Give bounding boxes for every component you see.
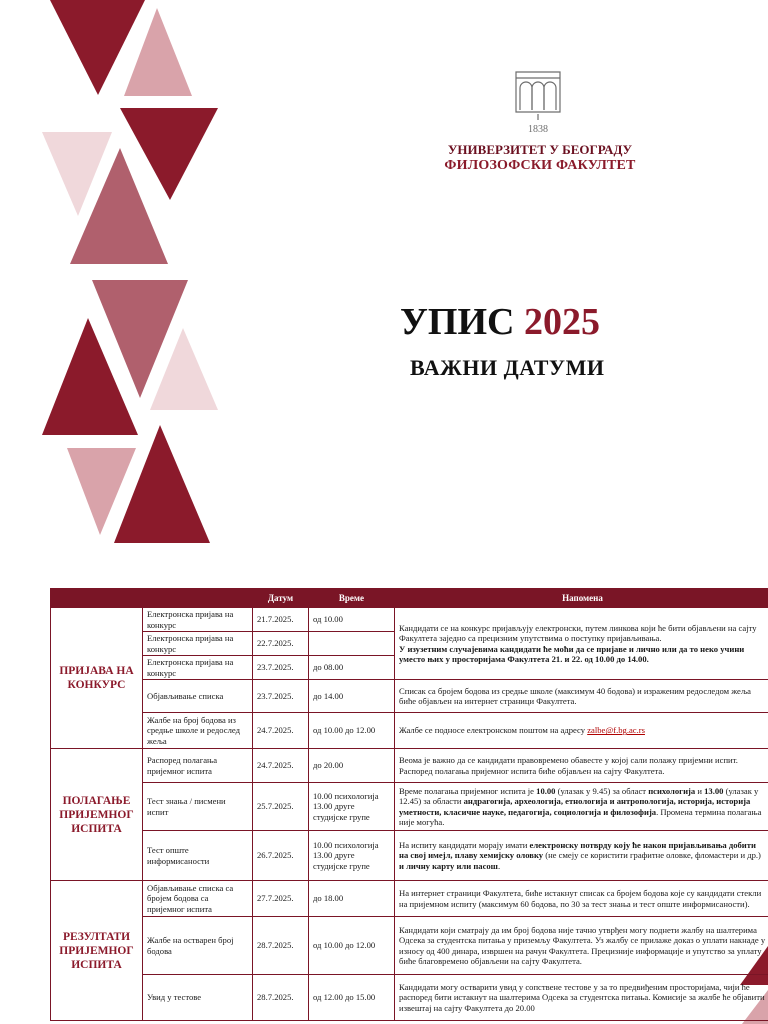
complaints-email-link[interactable]: zalbe@f.bg.ac.rs: [587, 725, 645, 736]
row-date: 28.7.2025.: [253, 975, 309, 1021]
row-item: Жалбе на остварен број бодова: [143, 917, 253, 975]
row-date: 24.7.2025.: [253, 749, 309, 783]
note-text-bold: андрагогија, археологија, етнологија и антропологија, историја, историја уметности, класичне науке, педагогија, социологија и филозофија: [399, 796, 751, 817]
row-time: од 10.00 до 12.00: [309, 917, 395, 975]
title-year: 2025: [523, 301, 600, 343]
note-text: (улазак у 9.45) за област: [555, 785, 649, 796]
row-time: [309, 632, 395, 656]
row-date: 28.7.2025.: [253, 917, 309, 975]
row-item: Тест знања / писмени испит: [143, 783, 253, 831]
table-row: [51, 917, 768, 975]
logo-year: 1838: [528, 124, 548, 135]
row-date: 25.7.2025.: [253, 783, 309, 831]
row-date: 23.7.2025.: [253, 680, 309, 713]
row-note: Кандидати могу остварити увид у сопствене тестове у за то предвиђеним просторијама, чији ће распоред бити истакнут на шалтерима Одсека за студентска питања. Комисије за жалбе ће објавити извештај на сајту Факултета до 20.00: [395, 975, 768, 1021]
table-row: [51, 831, 768, 881]
note-text-bold: психологија: [648, 785, 696, 796]
row-time: од 12.00 до 15.00: [309, 975, 395, 1021]
note-text-bold: и личну карту или пасош: [399, 860, 498, 871]
row-note: Кандидати који сматрају да им број бодова није тачно утврђен могу поднети жалбу на шалтерима Одсека за студентска питања у приземљу Факултета. Уз жалбу се прилаже доказ о уплати накнаде у износу од 400 динара, извршен на рачун Факултета. Прецизније информације и упутство за уплату биће благовремено објављени на сајту Факултета.: [395, 917, 768, 975]
row-item: Електронска пријава на конкурс: [143, 656, 253, 680]
row-item: Електронска пријава на конкурс: [143, 632, 253, 656]
row-note: [395, 783, 768, 831]
header-section: [51, 589, 143, 608]
row-time: до 14.00: [309, 680, 395, 713]
row-time: до 08.00: [309, 656, 395, 680]
row-time: 10.00 психологија 13.00 друге студијске групе: [309, 831, 395, 881]
row-item: Жалбе на број бодова из средње школе и редослед жеља: [143, 713, 253, 749]
note-text: и: [695, 785, 705, 796]
section-results: РЕЗУЛТАТИ ПРИЈЕМНОГ ИСПИТА: [51, 881, 143, 1021]
note-text-bold: 10.00: [536, 785, 556, 796]
row-note: [395, 713, 768, 749]
note-text: (не смеју се користити графитне оловке, фломастери и др.): [543, 850, 761, 861]
page-subtitle: ВАЖНИ ДАТУМИ: [410, 355, 605, 380]
row-note: [395, 831, 768, 881]
row-note: [395, 608, 768, 680]
note-text: Кандидати се на конкурс пријављују електронски, путем линкова који ће бити објављени на сајту Факултета заједно са прецизним упутствима о поступку пријављивања.: [399, 622, 757, 643]
table-header-row: [51, 589, 768, 608]
page-title: [400, 300, 660, 344]
row-time: 10.00 психологија 13.00 друге студијске групе: [309, 783, 395, 831]
row-time: од 10.00 до 12.00: [309, 713, 395, 749]
note-text-bold: 13.00: [704, 785, 724, 796]
section-exam: ПОЛАГАЊЕ ПРИЈЕМНОГ ИСПИТА: [51, 749, 143, 881]
header-note: Напомена: [395, 589, 768, 608]
table-row: [51, 749, 768, 783]
note-text: . Промена термина полагања није могућа.: [399, 806, 762, 827]
row-date: 27.7.2025.: [253, 881, 309, 917]
table-row: [51, 975, 768, 1021]
table-row: [51, 608, 768, 632]
note-text: .: [497, 860, 501, 871]
row-item: Тест опште информисаности: [143, 831, 253, 881]
university-logo: [508, 66, 568, 136]
university-name: УНИВЕРЗИТЕТ У БЕОГРАДУ: [447, 142, 633, 157]
table-row: [51, 881, 768, 917]
header-date: Датум: [253, 589, 309, 608]
header-time: Време: [309, 589, 395, 608]
note-text-bold: У изузетним случајевима кандидати ће моћи да се пријаве и лично или да то неко учини уместо њих у просторијама Факултета 21. и 22. од 10.00 до 14.00.: [399, 643, 745, 664]
note-text: На испиту кандидати морају имати: [399, 839, 530, 850]
university-header: [425, 142, 655, 174]
header-item: [143, 589, 253, 608]
table-row: [51, 783, 768, 831]
row-note: Веома је важно да се кандидати правовремено обавесте у којој сали полажу пријемни испит. Распоред полагања пријемног испита биће објављен на сајту Факултета.: [395, 749, 768, 783]
row-date: 24.7.2025.: [253, 713, 309, 749]
row-date: 22.7.2025.: [253, 632, 309, 656]
row-item: Распоред полагања пријемног испита: [143, 749, 253, 783]
faculty-name: ФИЛОЗОФСКИ ФАКУЛТЕТ: [444, 158, 636, 173]
note-text: (улазак у 12.45) за области: [399, 785, 759, 806]
note-text: Време полагања пријемног испита је: [399, 785, 537, 796]
row-date: 23.7.2025.: [253, 656, 309, 680]
row-item: Увид у тестове: [143, 975, 253, 1021]
row-item: Објављивање списка: [143, 680, 253, 713]
table-row: [51, 680, 768, 713]
row-time: до 18.00: [309, 881, 395, 917]
row-note: На интернет страници Факултета, биће истакнут списак са бројем бодова које су кандидати стекли на пријемном испиту (максимум 60 бодова, по 30 за тест знања и тест опште информисаности).: [395, 881, 768, 917]
row-date: 21.7.2025.: [253, 608, 309, 632]
triangle-10: [114, 425, 210, 543]
table-row: [51, 713, 768, 749]
note-text: Жалбе се подносе електронском поштом на адресу: [399, 725, 588, 736]
row-item: Електронска пријава на конкурс: [143, 608, 253, 632]
important-dates-table: [50, 588, 768, 1021]
row-date: 26.7.2025.: [253, 831, 309, 881]
title-word: УПИС: [400, 301, 515, 343]
note-text-bold: електронску потврду коју ће након пријављивања добити на свој имејл, плаву хемијску оловку: [399, 839, 756, 861]
row-time: од 10.00: [309, 608, 395, 632]
row-item: Објављивање списка са бројем бодова са пријемног испита: [143, 881, 253, 917]
section-application: ПРИЈАВА НА КОНКУРС: [51, 608, 143, 749]
row-note: Списак са бројем бодова из средње школе (максимум 40 бодова) и израженим редоследом жеља биће објављен на интернет страници Факултета.: [395, 680, 768, 713]
row-time: до 20.00: [309, 749, 395, 783]
